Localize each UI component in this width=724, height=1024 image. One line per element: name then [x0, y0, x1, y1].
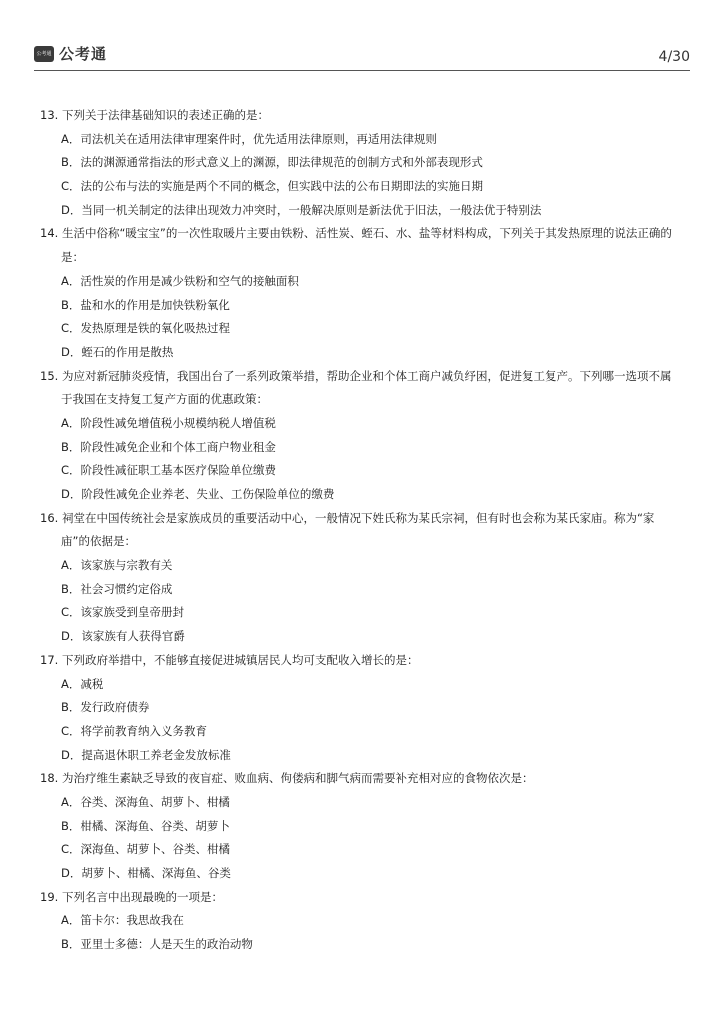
question-item [40, 649, 690, 767]
answer-option: A．司法机关在适用法律审理案件时，优先适用法律原则，再适用法律规则 [61, 131, 437, 146]
answer-option: C．深海鱼、胡萝卜、谷类、柑橘 [61, 842, 231, 857]
question-item [40, 886, 690, 957]
answer-option: B．盐和水的作用是加快铁粉氧化 [61, 297, 230, 312]
question-stem: 16. 祠堂在中国传统社会是家族成员的重要活动中心，一般情况下姓氏称为某氏宗祠，但有时也会称为某氏家庙。称为“家 [40, 510, 655, 525]
question-item [40, 222, 690, 364]
answer-option: B．柑橘、深海鱼、谷类、胡萝卜 [61, 818, 230, 833]
question-stem: 18. 为治疗维生素缺乏导致的夜盲症、败血病、佝偻病和脚气病而需要补充相对应的食物依次是： [40, 771, 534, 786]
question-list [40, 104, 690, 957]
question-stem: 17. 下列政府举措中，不能够直接促进城镇居民人均可支配收入增长的是： [40, 652, 419, 667]
answer-option: A．笛卡尔：我思故我在 [61, 913, 184, 928]
answer-option: A．活性炭的作用是减少铁粉和空气的接触面积 [61, 273, 299, 288]
answer-option: C．该家族受到皇帝册封 [61, 605, 185, 620]
answer-option: D．提高退休职工养老金发放标准 [61, 747, 231, 762]
answer-option: B．社会习惯约定俗成 [61, 581, 173, 596]
question-item [40, 365, 690, 507]
answer-option: D．蛭石的作用是散热 [61, 344, 174, 359]
answer-option: B．阶段性减免企业和个体工商户物业租金 [61, 439, 276, 454]
question-stem: 15. 为应对新冠肺炎疫情，我国出台了一系列政策举措，帮助企业和个体工商户减负纾困，促进复工复产。下列哪一选项不属 [40, 368, 672, 383]
answer-option: C．将学前教育纳入义务教育 [61, 723, 208, 738]
question-stem: 19. 下列名言中出现最晚的一项是： [40, 889, 223, 904]
answer-option: B．法的渊源通常指法的形式意义上的渊源，即法律规范的创制方式和外部表现形式 [61, 155, 483, 170]
question-item [40, 507, 690, 649]
question-stem: 庙”的依据是： [61, 534, 136, 549]
answer-option: A．谷类、深海鱼、胡萝卜、柑橘 [61, 794, 230, 809]
answer-option: B．发行政府债券 [61, 700, 150, 715]
answer-option: D．胡萝卜、柑橘、深海鱼、谷类 [61, 866, 231, 880]
answer-option: D．阶段性减免企业养老、失业、工伤保险单位的缴费 [61, 487, 335, 501]
question-stem: 于我国在支持复工复产方面的优惠政策： [61, 392, 268, 407]
question-item [40, 767, 690, 885]
answer-option: A．阶段性减免增值税小规模纳税人增值税 [61, 415, 276, 430]
logo-text: 公考通 [59, 45, 108, 63]
question-stem: 14. 生活中俗称“暖宝宝”的一次性取暖片主要由铁粉、活性炭、蛭石、水、盐等材料构成，下列关于其发热原理的说法正确的 [40, 226, 672, 241]
answer-option: C．发热原理是铁的氧化吸热过程 [61, 321, 231, 336]
answer-option: C．法的公布与法的实施是两个不同的概念，但实践中法的公布日期即法的实施日期 [61, 179, 484, 194]
answer-option: A．减税 [61, 676, 104, 691]
answer-option: B．亚里士多德：人是天生的政治动物 [61, 937, 253, 952]
question-stem: 13. 下列关于法律基础知识的表述正确的是： [40, 108, 269, 122]
logo-icon: 公考通 [34, 46, 54, 62]
page-header [34, 40, 690, 71]
page-number: 4/30 [658, 49, 690, 65]
answer-option: D．当同一机关制定的法律出现效力冲突时，一般解决原则是新法优于旧法，一般法优于特别法 [61, 202, 542, 217]
question-item [40, 104, 690, 222]
logo [34, 43, 107, 64]
question-stem: 是： [61, 250, 84, 265]
answer-option: C．阶段性减征职工基本医疗保险单位缴费 [61, 463, 277, 478]
answer-option: A．该家族与宗教有关 [61, 558, 173, 573]
answer-option: D．该家族有人获得官爵 [61, 629, 185, 644]
